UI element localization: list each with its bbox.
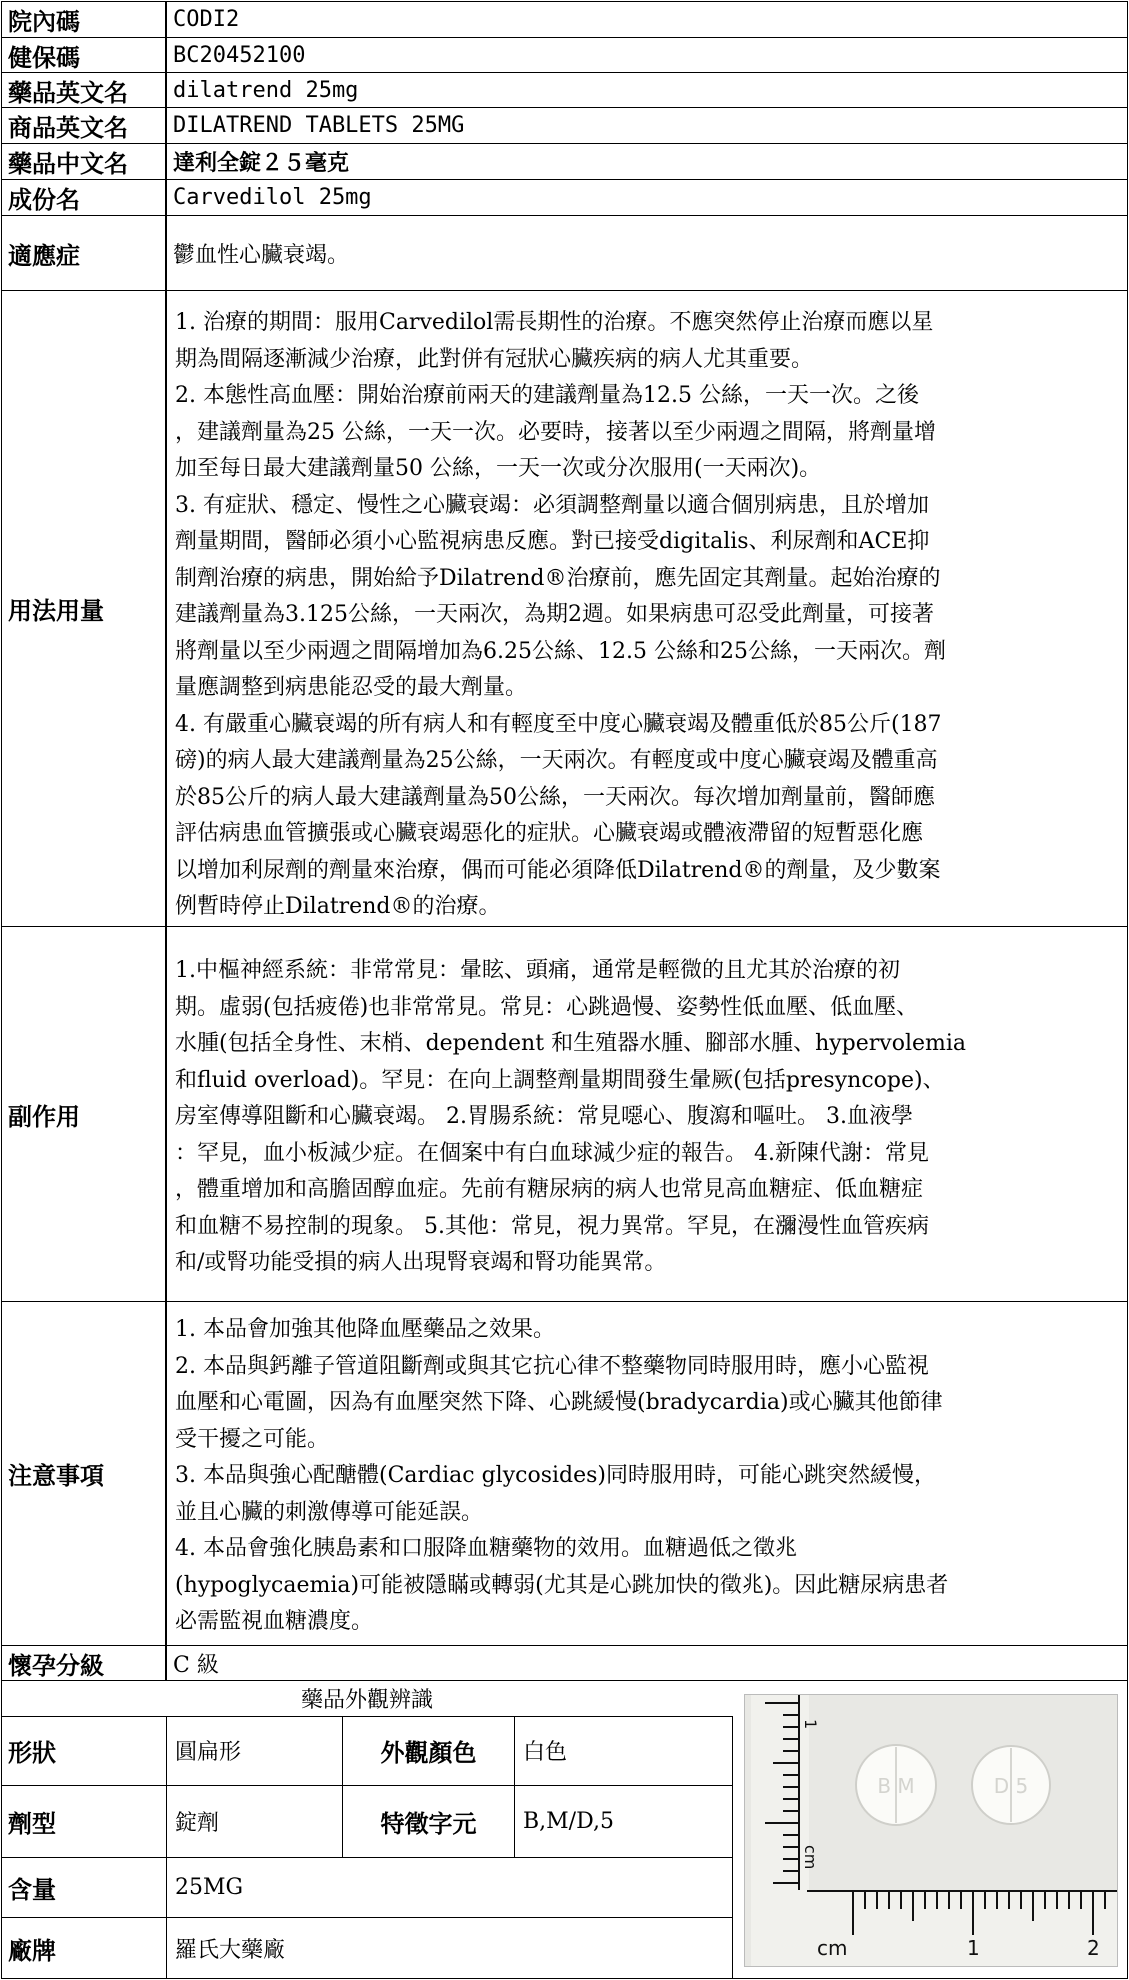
precautions-line: (hypoglycaemia)可能被隱瞞或轉弱(尤其是心跳加快的徵兆)。因此糖尿病患者 <box>175 1572 949 1598</box>
precautions-text <box>169 1302 1127 1645</box>
precautions-line: 受干擾之可能。 <box>175 1426 330 1452</box>
value-brand-en-name: DILATREND TABLETS 25MG <box>173 113 465 138</box>
row-dosage <box>1 290 1128 927</box>
label-drug-en-name: 藥品英文名 <box>2 73 167 107</box>
precautions-line: 2. 本品與鈣離子管道阻斷劑或與其它抗心律不整藥物同時服用時，應小心監視 <box>175 1353 929 1379</box>
label-drug-zh-name: 藥品中文名 <box>2 144 167 179</box>
appearance-section <box>1 1680 1128 1979</box>
tablet-right-marks: D 5 <box>993 1774 1029 1798</box>
side-effects-line: 和/或腎功能受損的病人出現腎衰竭和腎功能異常。 <box>175 1250 667 1275</box>
label-maker: 廠牌 <box>2 1918 167 1978</box>
vertical-ruler-unit: cm <box>801 1845 820 1870</box>
dosage-line: 3. 有症狀、穩定、慢性之心臟衰竭：必須調整劑量以適合個別病患，且於增加 <box>175 492 929 518</box>
dosage-line: 評估病患血管擴張或心臟衰竭惡化的症狀。心臟衰竭或體液滯留的短暫惡化應 <box>175 821 924 846</box>
horizontal-ruler-unit: cm <box>817 1936 848 1960</box>
label-insurance-code: 健保碼 <box>2 38 167 72</box>
row-hospital-code <box>1 1 1128 38</box>
label-side-effects: 副作用 <box>2 927 167 1301</box>
label-hospital-code: 院內碼 <box>2 2 167 37</box>
label-ingredient: 成份名 <box>2 180 167 215</box>
precautions-line: 1. 本品會加強其他降血壓藥品之效果。 <box>175 1317 555 1342</box>
dosage-line: 將劑量以至少兩週之間隔增加為6.25公絲、12.5 公絲和25公絲，一天兩次。劑 <box>175 638 946 664</box>
side-effects-line: 1.中樞神經系統：非常常見：暈眩、頭痛，通常是輕微的且尤其於治療的初 <box>175 958 900 983</box>
dosage-line: 制劑治療的病患，開始給予Dilatrend®治療前，應先固定其劑量。起始治療的 <box>175 565 941 591</box>
side-effects-line: 水腫(包括全身性、末梢、dependent 和生殖器水腫、腳部水腫、hypervolemia <box>175 1031 967 1056</box>
row-drug-zh-name <box>1 143 1128 180</box>
value-drug-en-name: dilatrend 25mg <box>173 77 359 103</box>
precautions-line: 並且心臟的刺激傳導可能延誤。 <box>175 1499 484 1525</box>
value-pregnancy: C 級 <box>173 1652 219 1678</box>
side-effects-text <box>169 927 1127 1301</box>
label-precautions: 注意事項 <box>2 1302 167 1645</box>
value-indication: 鬱血性心臟衰竭。 <box>173 242 350 268</box>
dosage-line: 4. 有嚴重心臟衰竭的所有病人和有輕度至中度心臟衰竭及體重低於85公斤(187 <box>175 711 942 737</box>
label-form: 劑型 <box>2 1786 167 1858</box>
precautions-line: 4. 本品會強化胰島素和口服降血糖藥物的效用。血糖過低之徵兆 <box>175 1536 797 1561</box>
label-color: 外觀顏色 <box>343 1716 515 1786</box>
side-effects-line: 房室傳導阻斷和心臟衰竭。 2.胃腸系統：常見噁心、腹瀉和嘔吐。 3.血液學 <box>175 1104 913 1129</box>
value-maker: 羅氏大藥廠 <box>175 1937 286 1963</box>
row-precautions <box>1 1301 1128 1646</box>
dosage-line: 2. 本態性高血壓：開始治療前兩天的建議劑量為12.5 公絲，一天一次。之後 <box>175 383 919 408</box>
dosage-line: 建議劑量為3.125公絲，一天兩次，為期2週。如果病患可忍受此劑量，可接著 <box>175 602 934 627</box>
appearance-title: 藥品外觀辨識 <box>2 1681 732 1717</box>
dosage-line: 劑量期間，醫師必須小心監視病患反應。對已接受digitalis、利尿劑和ACE抑 <box>175 529 930 554</box>
row-brand-en-name <box>1 107 1128 144</box>
dosage-line: 磅)的病人最大建議劑量為25公絲，一天兩次。有輕度或中度心臟衰竭及體重高 <box>175 748 938 773</box>
side-effects-line: ，體重增加和高膽固醇血症。先前有糖尿病的病人也常見高血糖症、低血糖症 <box>175 1177 924 1202</box>
label-shape: 形狀 <box>2 1716 167 1786</box>
dosage-line: 1. 治療的期間：服用Carvedilol需長期性的治療。不應突然停止治療而應以星 <box>175 310 934 335</box>
value-drug-zh-name: 達利全錠２５毫克 <box>173 150 350 176</box>
value-form: 錠劑 <box>167 1786 343 1858</box>
label-mark: 特徵字元 <box>343 1786 515 1858</box>
vertical-ruler-tick: 1 <box>801 1719 820 1730</box>
value-strength: 25MG <box>167 1858 732 1918</box>
row-ingredient <box>1 179 1128 216</box>
tablet-left <box>856 1745 936 1825</box>
precautions-line: 必需監視血糖濃度。 <box>175 1609 374 1634</box>
row-indication <box>1 215 1128 291</box>
precautions-line: 血壓和心電圖，因為有血壓突然下降、心跳緩慢(bradycardia)或心臟其他節律 <box>175 1390 943 1415</box>
tablet-right <box>972 1746 1050 1824</box>
value-color: 白色 <box>515 1716 732 1786</box>
label-brand-en-name: 商品英文名 <box>2 108 167 143</box>
dosage-line: 期為間隔逐漸減少治療，此對併有冠狀心臟疾病的病人尤其重要。 <box>175 346 814 372</box>
dosage-line: 於85公斤的病人最大建議劑量為50公絲，一天兩次。每次增加劑量前，醫師應 <box>175 784 935 810</box>
tablet-photo-svg <box>745 1695 1117 1966</box>
dosage-line: ，建議劑量為25 公絲，一天一次。必要時，接著以至少兩週之間隔，將劑量增 <box>175 419 936 445</box>
value-ingredient: Carvedilol 25mg <box>173 185 372 210</box>
horizontal-ruler <box>807 1891 1117 1966</box>
tablet-photo <box>744 1694 1118 1967</box>
side-effects-line: ：罕見，血小板減少症。在個案中有白血球減少症的報告。 4.新陳代謝：常見 <box>175 1140 929 1166</box>
value-shape: 圓扁形 <box>167 1716 343 1786</box>
label-indication: 適應症 <box>2 216 167 290</box>
precautions-line: 3. 本品與強心配醣體(Cardiac glycosides)同時服用時，可能心跳突然緩慢， <box>175 1463 936 1488</box>
dosage-line: 例暫時停止Dilatrend®的治療。 <box>175 894 501 919</box>
appearance-grid <box>2 1716 733 1978</box>
label-dosage: 用法用量 <box>2 291 167 926</box>
dosage-line: 量應調整到病患能忍受的最大劑量。 <box>175 675 528 700</box>
row-insurance-code <box>1 37 1128 73</box>
value-insurance-code: BC20452100 <box>173 42 306 68</box>
horizontal-ruler-tick-2: 2 <box>1087 1936 1100 1960</box>
tablet-left-marks: B M <box>877 1774 915 1798</box>
row-drug-en-name <box>1 72 1128 108</box>
side-effects-line: 和血糖不易控制的現象。 5.其他：常見，視力異常。罕見，在瀰漫性血管疾病 <box>175 1213 929 1239</box>
row-pregnancy <box>1 1645 1128 1681</box>
value-hospital-code: CODI2 <box>173 7 240 32</box>
value-mark: B,M/D,5 <box>515 1786 732 1858</box>
label-strength: 含量 <box>2 1858 167 1918</box>
label-pregnancy: 懷孕分級 <box>2 1646 167 1680</box>
dosage-line: 以增加利尿劑的劑量來治療，偶而可能必須降低Dilatrend®的劑量，及少數案 <box>175 857 941 883</box>
horizontal-ruler-tick-1: 1 <box>967 1936 980 1960</box>
dosage-line: 加至每日最大建議劑量50 公絲，一天一次或分次服用(一天兩次)。 <box>175 456 822 481</box>
row-side-effects <box>1 926 1128 1302</box>
side-effects-line: 和fluid overload)。罕見：在向上調整劑量期間發生暈厥(包括presyncope)、 <box>175 1067 945 1093</box>
dosage-text <box>169 291 1127 926</box>
side-effects-line: 期。虛弱(包括疲倦)也非常常見。常見：心跳過慢、姿勢性低血壓、低血壓、 <box>175 994 919 1020</box>
